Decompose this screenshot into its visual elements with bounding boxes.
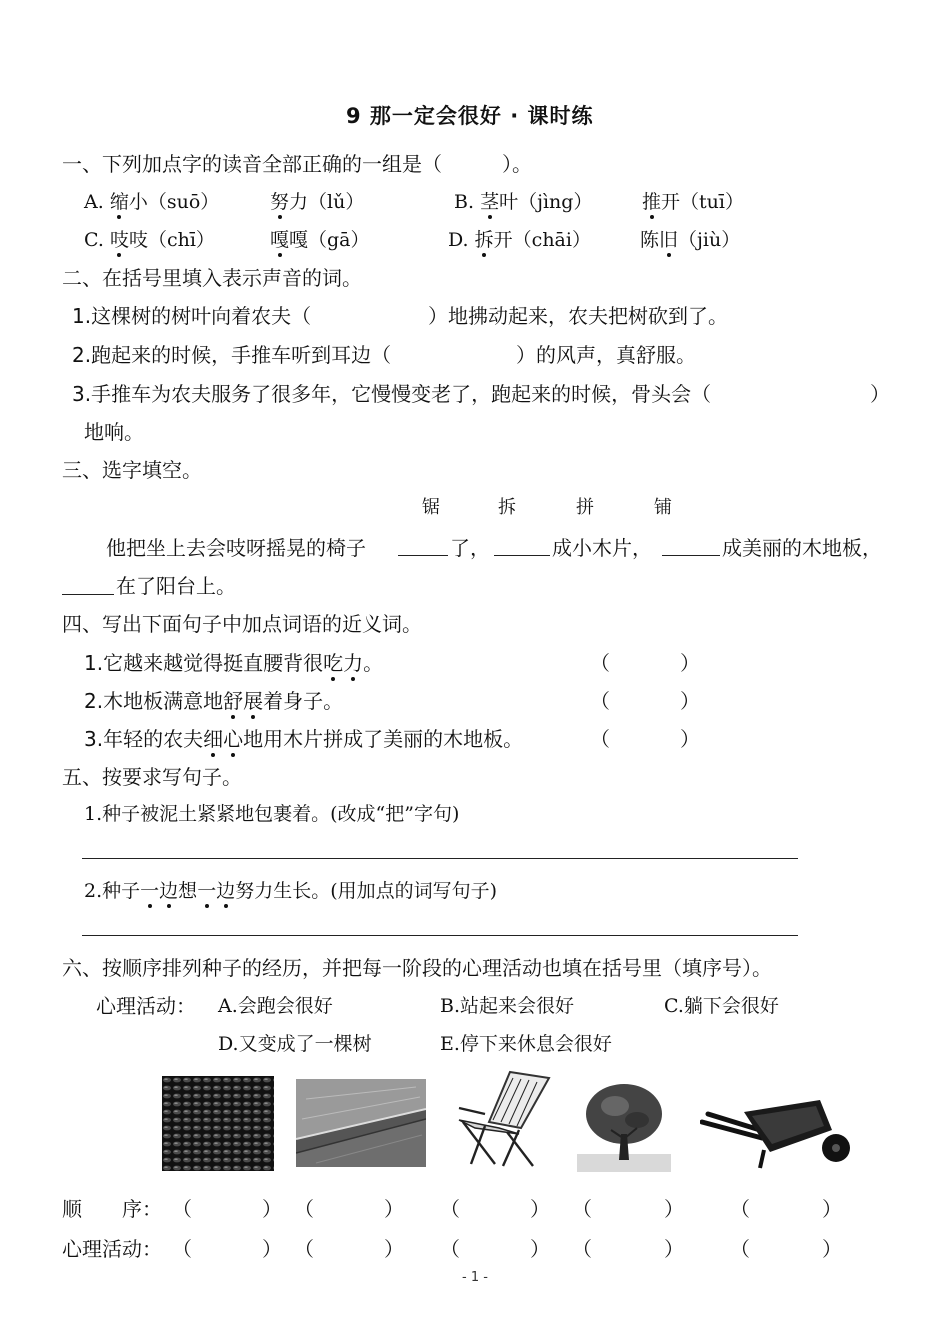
answer-paren-close: ） — [680, 727, 700, 751]
s2-q3-cont: 地响。 — [84, 420, 144, 444]
order-paren-close: ） — [384, 1197, 404, 1221]
option-a-2: 努力（lǔ） — [270, 187, 364, 214]
section-1-heading: 一、下列加点字的读音全部正确的一组是（ ）。 — [62, 152, 532, 176]
choice-2: 拆 — [498, 497, 516, 518]
activity-paren-close: ） — [822, 1237, 842, 1261]
order-paren-close: ） — [530, 1197, 550, 1221]
wheelbarrow-image — [700, 1092, 852, 1172]
section-3-heading: 三、选字填空。 — [62, 458, 202, 482]
order-paren-close: ） — [664, 1197, 684, 1221]
dotted-char: 细 — [203, 723, 223, 752]
option-c: C.躺下会很好 — [664, 995, 779, 1017]
s3-line2: 在了阳台上。 — [116, 574, 236, 598]
order-paren-close: ） — [262, 1197, 282, 1221]
option-b: B.站起来会很好 — [440, 995, 575, 1017]
s2-q1-end: ）地拂动起来，农夫把树砍到了。 — [428, 304, 728, 328]
option-d: D.又变成了一棵树 — [218, 1033, 372, 1055]
dotted-char: 一 — [197, 876, 216, 903]
fill-blank-3[interactable] — [662, 555, 720, 556]
seeds-image — [162, 1076, 274, 1171]
wood-floor-image — [296, 1079, 426, 1167]
dotted-char: 边 — [159, 876, 178, 903]
activity-paren-close: ） — [530, 1237, 550, 1261]
activity-paren-open: （ — [572, 1237, 592, 1261]
order-paren-open: （ — [172, 1197, 192, 1221]
tree-image — [577, 1074, 671, 1172]
order-row-label: 顺 序： — [62, 1197, 162, 1221]
fill-blank-4[interactable] — [62, 594, 114, 595]
s2-q2-start: 2.跑起来的时候，手推车听到耳边（ — [72, 343, 392, 367]
s3-line1-c: 成小木片， — [552, 536, 652, 560]
s2-q3-end: ） — [870, 382, 890, 406]
dotted-char: 拆 — [475, 225, 494, 252]
answer-line-1[interactable] — [82, 858, 798, 859]
answer-paren-close: ） — [680, 689, 700, 713]
option-a: A.会跑会很好 — [218, 995, 333, 1017]
s4-q2: 2.木地板满意地舒展着身子。 — [84, 685, 343, 714]
dotted-char: 茎 — [480, 187, 499, 214]
order-paren-close: ） — [822, 1197, 842, 1221]
chair-image — [455, 1068, 555, 1168]
section-2-heading: 二、在括号里填入表示声音的词。 — [62, 266, 362, 290]
option-b: B. 茎叶（jìng） — [454, 187, 592, 214]
s4-q1: 1.它越来越觉得挺直腰背很吃力。 — [84, 647, 383, 676]
choice-4: 铺 — [654, 497, 672, 518]
page-title: 9 那一定会很好 · 课时练 — [346, 104, 594, 128]
activity-paren-open: （ — [294, 1237, 314, 1261]
option-c: C. 吱吱（chī） — [84, 225, 215, 252]
s2-q3-start: 3.手推车为农夫服务了很多年，它慢慢变老了，跑起来的时候，骨头会（ — [72, 382, 712, 406]
s2-q2-end: ）的风声，真舒服。 — [516, 343, 696, 367]
answer-paren-close: ） — [680, 651, 700, 675]
option-d: D. 拆开（chāi） — [448, 225, 591, 252]
s4-q3: 3.年轻的农夫细心地用木片拼成了美丽的木地板。 — [84, 723, 523, 752]
option-c-2: 嘎嘎（gā） — [270, 225, 370, 252]
option-e: E.停下来休息会很好 — [440, 1033, 612, 1055]
dotted-char: 推 — [642, 187, 661, 214]
activity-paren-close: ） — [384, 1237, 404, 1261]
activity-paren-close: ） — [664, 1237, 684, 1261]
answer-paren-open: （ — [590, 651, 610, 675]
s3-line1-b: 了， — [450, 536, 490, 560]
option-d-2: 陈旧（jiù） — [640, 225, 740, 252]
dotted-char: 展 — [243, 685, 263, 714]
order-paren-open: （ — [572, 1197, 592, 1221]
order-paren-open: （ — [440, 1197, 460, 1221]
s2-q1-start: 1.这棵树的树叶向着农夫（ — [72, 304, 312, 328]
dotted-char: 缩 — [110, 187, 129, 214]
option-a: A. 缩小（suō） — [84, 187, 219, 214]
section-6-heading: 六、按顺序排列种子的经历，并把每一阶段的心理活动也填在括号里（填序号）。 — [62, 956, 772, 980]
dotted-char: 心 — [223, 723, 243, 752]
answer-paren-open: （ — [590, 689, 610, 713]
dotted-char: 边 — [216, 876, 235, 903]
order-paren-open: （ — [294, 1197, 314, 1221]
s5-q1: 1.种子被泥土紧紧地包裹着。(改成“把”字句) — [84, 803, 460, 825]
activity-paren-close: ） — [262, 1237, 282, 1261]
activity-paren-open: （ — [730, 1237, 750, 1261]
s3-line1-d: 成美丽的木地板， — [722, 536, 882, 560]
section-4-heading: 四、写出下面句子中加点词语的近义词。 — [62, 612, 422, 636]
fill-blank-1[interactable] — [398, 555, 448, 556]
order-paren-open: （ — [730, 1197, 750, 1221]
activity-row-label: 心理活动： — [62, 1237, 162, 1261]
activity-paren-open: （ — [172, 1237, 192, 1261]
mental-activity-label: 心理活动： — [96, 994, 196, 1018]
choice-1: 锯 — [422, 497, 440, 518]
answer-line-2[interactable] — [82, 935, 798, 936]
page-number: - 1 - — [462, 1270, 488, 1285]
option-b-2: 推开（tuī） — [642, 187, 744, 214]
dotted-char: 努 — [270, 187, 289, 214]
dotted-char: 嘎 — [270, 225, 289, 252]
dotted-char: 舒 — [223, 685, 243, 714]
dotted-char: 旧 — [659, 225, 678, 252]
dotted-char: 力 — [343, 647, 363, 676]
s3-line1-a: 他把坐上去会吱呀摇晃的椅子 — [106, 536, 366, 560]
dotted-char: 吱 — [110, 225, 129, 252]
dotted-char: 吃 — [323, 647, 343, 676]
activity-paren-open: （ — [440, 1237, 460, 1261]
section-5-heading: 五、按要求写句子。 — [62, 765, 242, 789]
dotted-char: 一 — [140, 876, 159, 903]
answer-paren-open: （ — [590, 727, 610, 751]
fill-blank-2[interactable] — [494, 555, 550, 556]
choice-3: 拼 — [576, 497, 594, 518]
s5-q2: 2.种子一边想一边努力生长。(用加点的词写句子) — [84, 876, 497, 903]
